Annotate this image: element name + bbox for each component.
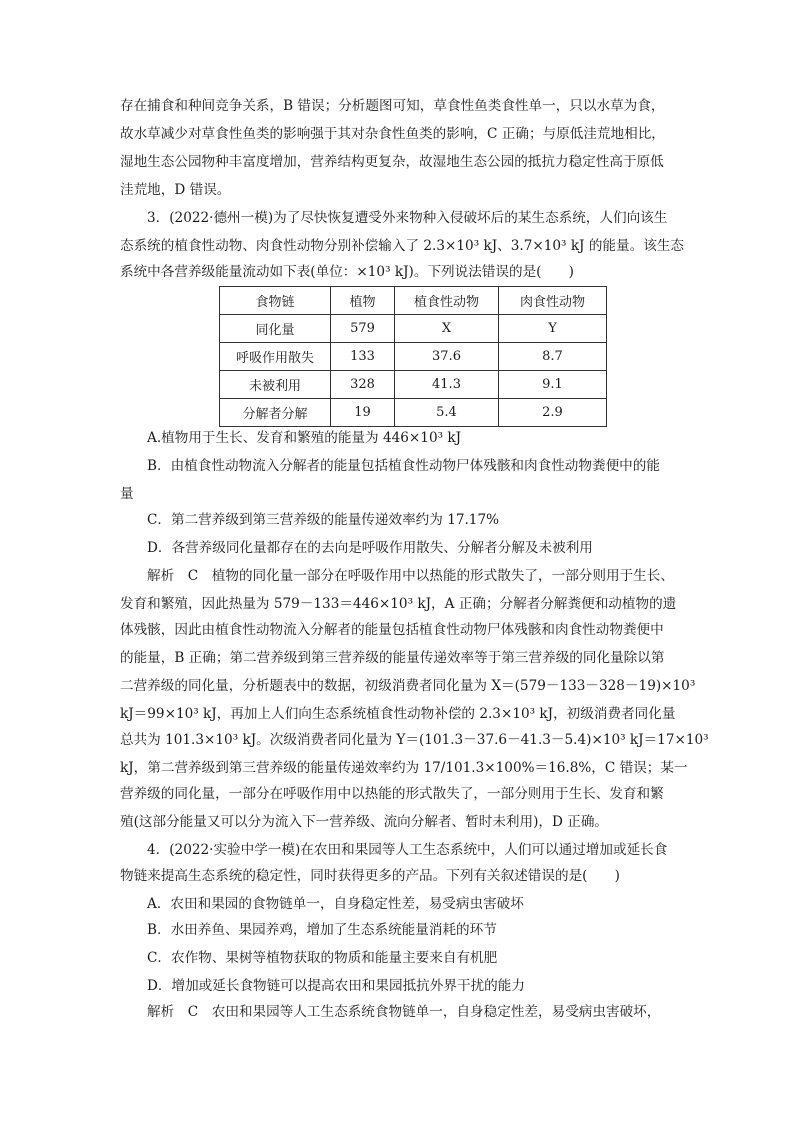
text-line: 洼荒地，D 错误。 [120, 182, 231, 198]
question-3-analysis: 营养级的同化量，一部分在呼吸作用中以热能的形式散失了，一部分则用于生长、发育和繁 [120, 786, 664, 802]
question-3-option-b: B．由植食性动物流入分解者的能量包括植食性动物尸体残骸和肉食性动物粪便中的能 [147, 458, 660, 474]
table-cell: 37.6 [395, 343, 499, 371]
table-header-cell: 食物链 [220, 287, 331, 315]
question-3-analysis: 总共为 101.3×10³ kJ。次级消费者同化量为 Y＝(101.3－37.6－41.3－5.4)×10³ kJ＝17×10³ [120, 732, 709, 748]
text-line: 存在捕食和种间竞争关系，B 错误；分析题图可知，草食性鱼类食性单一，只以水草为食， [120, 98, 665, 114]
question-3-analysis: kJ，第二营养级到第三营养级的能量传递效率约为 17/101.3×100%＝16.8%，C 错误；某一 [120, 760, 688, 776]
question-3-analysis: 发育和繁殖，因此热量为 579－133＝446×10³ kJ，A 正确；分解者分解粪便和动植物的遗 [120, 596, 677, 612]
question-4-option-b: B．水田养鱼、果园养鸡，增加了生态系统能量消耗的环节 [147, 922, 497, 938]
table-row [220, 371, 607, 399]
table-cell: 未被利用 [220, 371, 331, 399]
table-cell: 5.4 [395, 399, 499, 427]
table-cell: 133 [331, 343, 395, 371]
table-cell: 19 [331, 399, 395, 427]
question-4-analysis: 解析 C 农田和果园等人工生态系统食物链单一，自身稳定性差，易受病虫害破坏， [147, 1004, 661, 1020]
table-cell: 9.1 [499, 371, 607, 399]
table-cell: 579 [331, 315, 395, 343]
table-header-cell: 植物 [331, 287, 395, 315]
question-3-analysis: 解析 C 植物的同化量一部分在呼吸作用中以热能的形式散失了，一部分则用于生长、 [147, 568, 674, 584]
table-row [220, 343, 607, 371]
table-row [220, 399, 607, 427]
question-3-analysis: kJ＝99×10³ kJ，再加上人们向生态系统植食性动物补偿的 2.3×10³ kJ，初级消费者同化量 [120, 706, 676, 722]
table-cell: 8.7 [499, 343, 607, 371]
text-line: 故水草减少对草食性鱼类的影响强于其对杂食性鱼类的影响，C 正确；与原低洼荒地相比， [120, 126, 665, 142]
table-header-cell: 肉食性动物 [499, 287, 607, 315]
question-4-option-a: A．农田和果园的食物链单一，自身稳定性差，易受病虫害破坏 [147, 896, 524, 912]
question-3-stem: 系统中各营养级能量流动如下表(单位：×10³ kJ)。下列说法错误的是( ) [120, 264, 574, 280]
table-cell: 328 [331, 371, 395, 399]
question-3-analysis: 二营养级的同化量，分析题表中的数据，初级消费者同化量为 X＝(579－133－328－19)×10³ [120, 678, 696, 694]
question-3-option-c: C．第二营养级到第三营养级的能量传递效率约为 17.17% [147, 512, 500, 528]
table-header-row [220, 287, 607, 315]
energy-flow-table [219, 286, 607, 427]
table-cell: 同化量 [220, 315, 331, 343]
question-3-analysis: 的能量，B 正确；第二营养级到第三营养级的能量传递效率等于第三营养级的同化量除以第 [120, 650, 665, 666]
question-4-option-c: C．农作物、果树等植物获取的物质和能量主要来自有机肥 [147, 950, 498, 966]
text-line: 湿地生态公园物种丰富度增加，营养结构更复杂，故湿地生态公园的抵抗力稳定性高于原低 [120, 154, 664, 170]
question-4-stem: 4．(2022·实验中学一模)在农田和果园等人工生态系统中，人们可以通过增加或延长食 [147, 842, 668, 858]
question-4-stem: 物链来提高生态系统的稳定性，同时获得更多的产品。下列有关叙述错误的是( ) [120, 868, 620, 884]
question-3-stem: 3．(2022·德州一模)为了尽快恢复遭受外来物种入侵破坏后的某生态系统，人们向该生 [147, 210, 668, 226]
question-3-option-d: D．各营养级同化量都存在的去向是呼吸作用散失、分解者分解及未被利用 [147, 540, 593, 556]
question-3-option-b: 量 [120, 486, 134, 502]
table-header-cell: 植食性动物 [395, 287, 499, 315]
question-3-analysis: 体残骸，因此由植食性动物流入分解者的能量包括植食性动物尸体残骸和肉食性动物粪便中 [120, 622, 664, 638]
table-cell: 分解者分解 [220, 399, 331, 427]
question-3-analysis: 殖(这部分能量又可以分为流入下一营养级、流向分解者、暂时未利用)，D 正确。 [120, 814, 609, 830]
table-cell: 呼吸作用散失 [220, 343, 331, 371]
question-3-option-a: A.植物用于生长、发育和繁殖的能量为 446×10³ kJ [147, 430, 462, 446]
table-cell: 2.9 [499, 399, 607, 427]
question-3-stem: 态系统的植食性动物、肉食性动物分别补偿输入了 2.3×10³ kJ、3.7×10³ kJ 的能量。该生态 [120, 238, 684, 254]
table-cell: X [395, 315, 499, 343]
table-cell: 41.3 [395, 371, 499, 399]
table-cell: Y [499, 315, 607, 343]
table-row [220, 315, 607, 343]
question-4-option-d: D．增加或延长食物链可以提高农田和果园抵抗外界干扰的能力 [147, 978, 525, 994]
